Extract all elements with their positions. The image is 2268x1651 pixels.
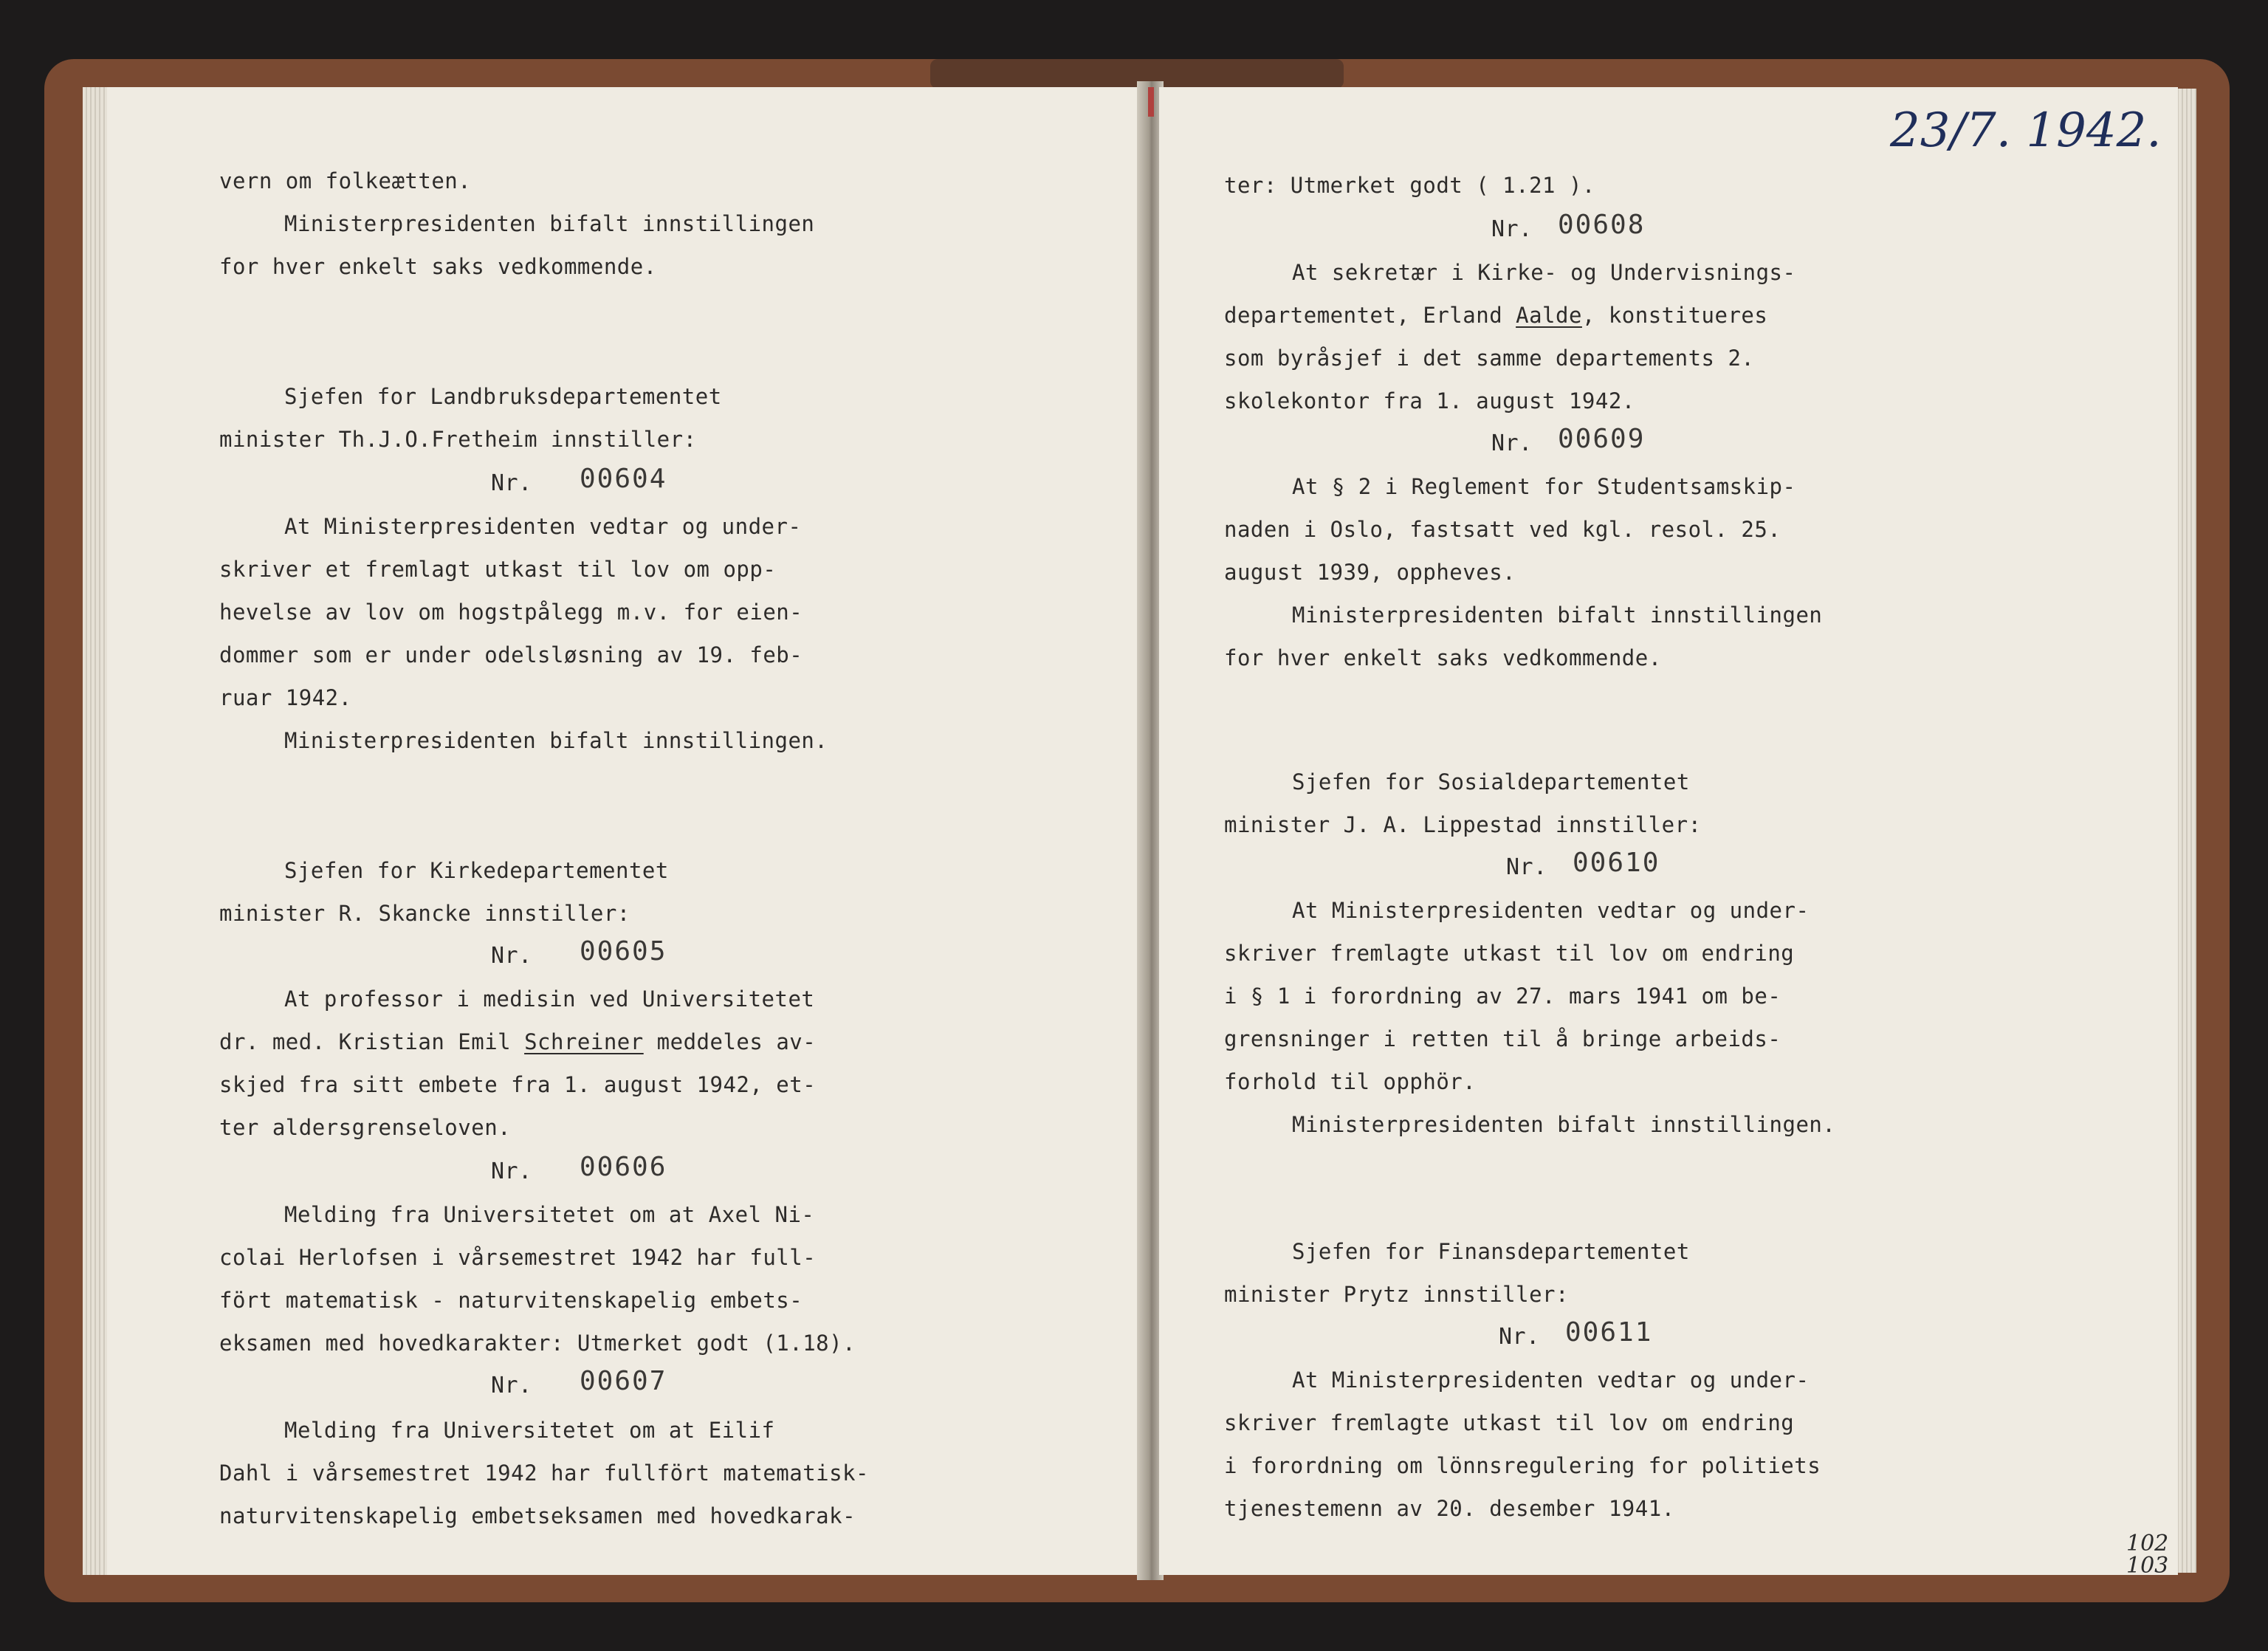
text-line: Dahl i vårsemestret 1942 har fullfört matematisk- xyxy=(219,1460,870,1486)
text-line: Ministerpresidenten bifalt innstillingen xyxy=(284,211,815,236)
page-number: 102 xyxy=(2126,1531,2169,1556)
text-line xyxy=(219,1029,816,1054)
text-line: for hver enkelt saks vedkommende. xyxy=(219,254,657,279)
text-line: Sjefen for Kirkedepartementet xyxy=(284,858,669,883)
text-line: ter: Utmerket godt ( 1.21 ). xyxy=(1224,173,1595,198)
nr-label: Nr. xyxy=(1491,216,1533,242)
text-line: dommer som er under odelsløsning av 19. feb- xyxy=(219,642,803,667)
text-line: skriver fremlagte utkast til lov om endring xyxy=(1224,1410,1795,1435)
binding-thread xyxy=(1148,87,1154,117)
text-line: At professor i medisin ved Universitetet xyxy=(284,986,815,1012)
page-number: 103 xyxy=(2126,1553,2169,1575)
text-line: At Ministerpresidenten vedtar og under- xyxy=(284,514,802,539)
left-page xyxy=(107,87,1142,1575)
text-line: naturvitenskapelig embetseksamen med hovedkarak- xyxy=(219,1503,856,1528)
text-line: Sjefen for Finansdepartementet xyxy=(1292,1239,1690,1264)
number-stamp: 00609 xyxy=(1558,424,1646,454)
text-line: At § 2 i Reglement for Studentsamskip- xyxy=(1292,474,1796,499)
text-line: At Ministerpresidenten vedtar og under- xyxy=(1292,1367,1810,1393)
text-line: At sekretær i Kirke- og Undervisnings- xyxy=(1292,260,1796,285)
text-line: Melding fra Universitetet om at Axel Ni- xyxy=(284,1202,815,1227)
underlined-name: Aalde xyxy=(1516,303,1582,328)
text-line: Ministerpresidenten bifalt innstillingen. xyxy=(284,728,828,753)
text-line: Ministerpresidenten bifalt innstillingen. xyxy=(1292,1112,1836,1137)
text-segment: , konstitueres xyxy=(1581,303,1768,328)
right-page xyxy=(1159,87,2178,1575)
number-stamp: 00608 xyxy=(1558,210,1646,240)
text-line: eksamen med hovedkarakter: Utmerket godt (1.18). xyxy=(219,1331,856,1356)
text-line: skriver et fremlagt utkast til lov om opp- xyxy=(219,557,777,582)
text-line: minister Th.J.O.Fretheim innstiller: xyxy=(219,427,697,452)
text-line: hevelse av lov om hogstpålegg m.v. for eien- xyxy=(219,600,803,625)
handwritten-date: 23/7. 1942. xyxy=(1890,103,2162,158)
nr-label: Nr. xyxy=(491,1159,532,1184)
text-line: colai Herlofsen i vårsemestret 1942 har full- xyxy=(219,1245,817,1270)
text-line: Ministerpresidenten bifalt innstillingen xyxy=(1292,603,1823,628)
text-line: Sjefen for Sosialdepartementet xyxy=(1292,769,1690,794)
number-stamp: 00606 xyxy=(580,1152,667,1182)
text-line: skjed fra sitt embete fra 1. august 1942, et- xyxy=(219,1072,817,1097)
text-line: i forordning om lönnsregulering for politiets xyxy=(1224,1453,1821,1478)
text-line: august 1939, oppheves. xyxy=(1224,560,1516,585)
text-line: forhold til opphör. xyxy=(1224,1069,1477,1094)
text-line: ter aldersgrenseloven. xyxy=(219,1115,512,1140)
text-line: skriver fremlagte utkast til lov om endring xyxy=(1224,941,1795,966)
text-line: ruar 1942. xyxy=(219,685,352,710)
number-stamp: 00611 xyxy=(1565,1317,1653,1348)
text-line: At Ministerpresidenten vedtar og under- xyxy=(1292,898,1810,923)
text-line: grensninger i retten til å bringe arbeids- xyxy=(1224,1026,1781,1051)
text-line: skolekontor fra 1. august 1942. xyxy=(1224,388,1635,413)
text-segment: dr. med. Kristian Emil xyxy=(219,1029,525,1054)
text-segment: meddeles av- xyxy=(643,1029,817,1054)
show-through-text xyxy=(882,176,978,304)
text-line xyxy=(1224,303,1767,328)
nr-label: Nr. xyxy=(1499,1324,1540,1350)
number-stamp: 00605 xyxy=(580,936,667,967)
text-line: tjenestemenn av 20. desember 1941. xyxy=(1224,1496,1675,1521)
text-line: for hver enkelt saks vedkommende. xyxy=(1224,645,1662,670)
text-line: vern om folkeætten. xyxy=(219,168,472,193)
number-stamp: 00610 xyxy=(1573,848,1660,878)
text-line: naden i Oslo, fastsatt ved kgl. resol. 25. xyxy=(1224,517,1781,542)
text-line: fört matematisk - naturvitenskapelig embets- xyxy=(219,1288,803,1313)
text-line: minister R. Skancke innstiller: xyxy=(219,901,630,926)
underlined-name: Schreiner xyxy=(524,1029,644,1054)
text-line: minister Prytz innstiller: xyxy=(1224,1282,1569,1307)
number-stamp: 00604 xyxy=(580,464,667,494)
text-line: Sjefen for Landbruksdepartementet xyxy=(284,384,722,409)
nr-label: Nr. xyxy=(491,943,532,969)
text-line: Melding fra Universitetet om at Eilif xyxy=(284,1418,775,1443)
left-page-edges xyxy=(83,87,108,1575)
nr-label: Nr. xyxy=(1506,854,1547,880)
nr-label: Nr. xyxy=(491,470,532,496)
text-line: som byråsjef i det samme departements 2. xyxy=(1224,346,1755,371)
text-segment: departementet, Erland xyxy=(1224,303,1516,328)
text-line: minister J. A. Lippestad innstiller: xyxy=(1224,812,1702,837)
number-stamp: 00607 xyxy=(580,1366,667,1396)
nr-label: Nr. xyxy=(491,1373,532,1398)
nr-label: Nr. xyxy=(1491,430,1533,456)
text-line: i § 1 i forordning av 27. mars 1941 om be- xyxy=(1224,984,1781,1009)
